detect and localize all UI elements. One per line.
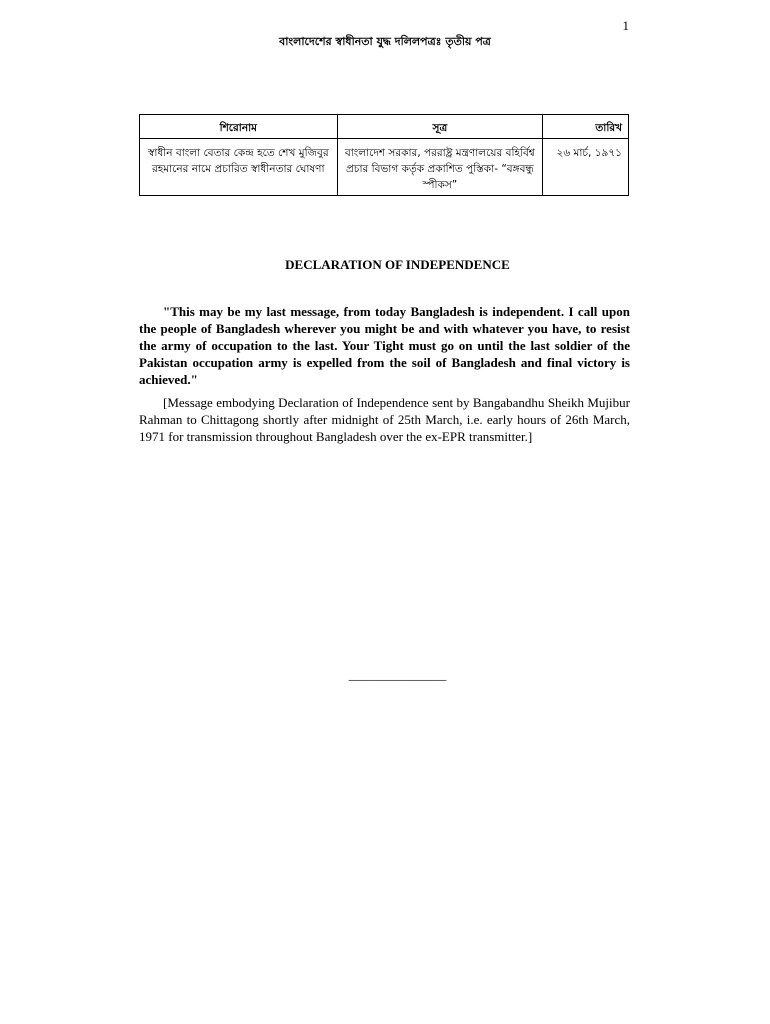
source-table [139,114,629,196]
table-row [140,139,629,196]
title-cell: স্বাধীন বাংলা বেতার কেন্দ্র হতে শেখ মুজিবুর রহমানের নামে প্রচারিত স্বাধীনতার ঘোষণা [140,139,338,196]
declaration-quote: "This may be my last message, from today Bangladesh is independent. I call upon the people of Bangladesh wherever you might be and with whatever you have, to resist the army of occupation to the last. Your Tight must go on until the last soldier of the Pakistan occupation army is expelled from the soil of Bangladesh and final victory is achieved." [139,304,630,387]
header-title-cell: শিরোনাম [140,115,338,139]
header-title: বাংলাদেশের স্বাধীনতা যুদ্ধ দলিলপত্রঃ তৃতীয় পত্র [279,35,491,48]
source-cell: বাংলাদেশ সরকার, পররাষ্ট্র মন্ত্রণালয়ের বহির্বিশ্ব প্রচার বিভাগ কর্তৃক প্রকাশিত পুস্তিকা- “বঙ্গবন্ধু স্পীকস” [337,139,543,196]
table-header-row [140,115,629,139]
explanatory-note: [Message embodying Declaration of Independence sent by Bangabandhu Sheikh Mujibur Rahman to Chittagong shortly after midnight of 25th March, i.e. early hours of 26th March, 1971 for transmission throughout Bangladesh over the ex-EPR transmitter.] [139,395,630,444]
header-date-cell: তারিখ [543,115,629,139]
header-source-cell: সূত্র [337,115,543,139]
end-rule: _______________ [348,667,447,682]
date-cell: ২৬ মার্চ, ১৯৭১ [543,139,629,196]
page-number: 1 [622,18,629,33]
document-heading: DECLARATION OF INDEPENDENCE [285,257,510,272]
